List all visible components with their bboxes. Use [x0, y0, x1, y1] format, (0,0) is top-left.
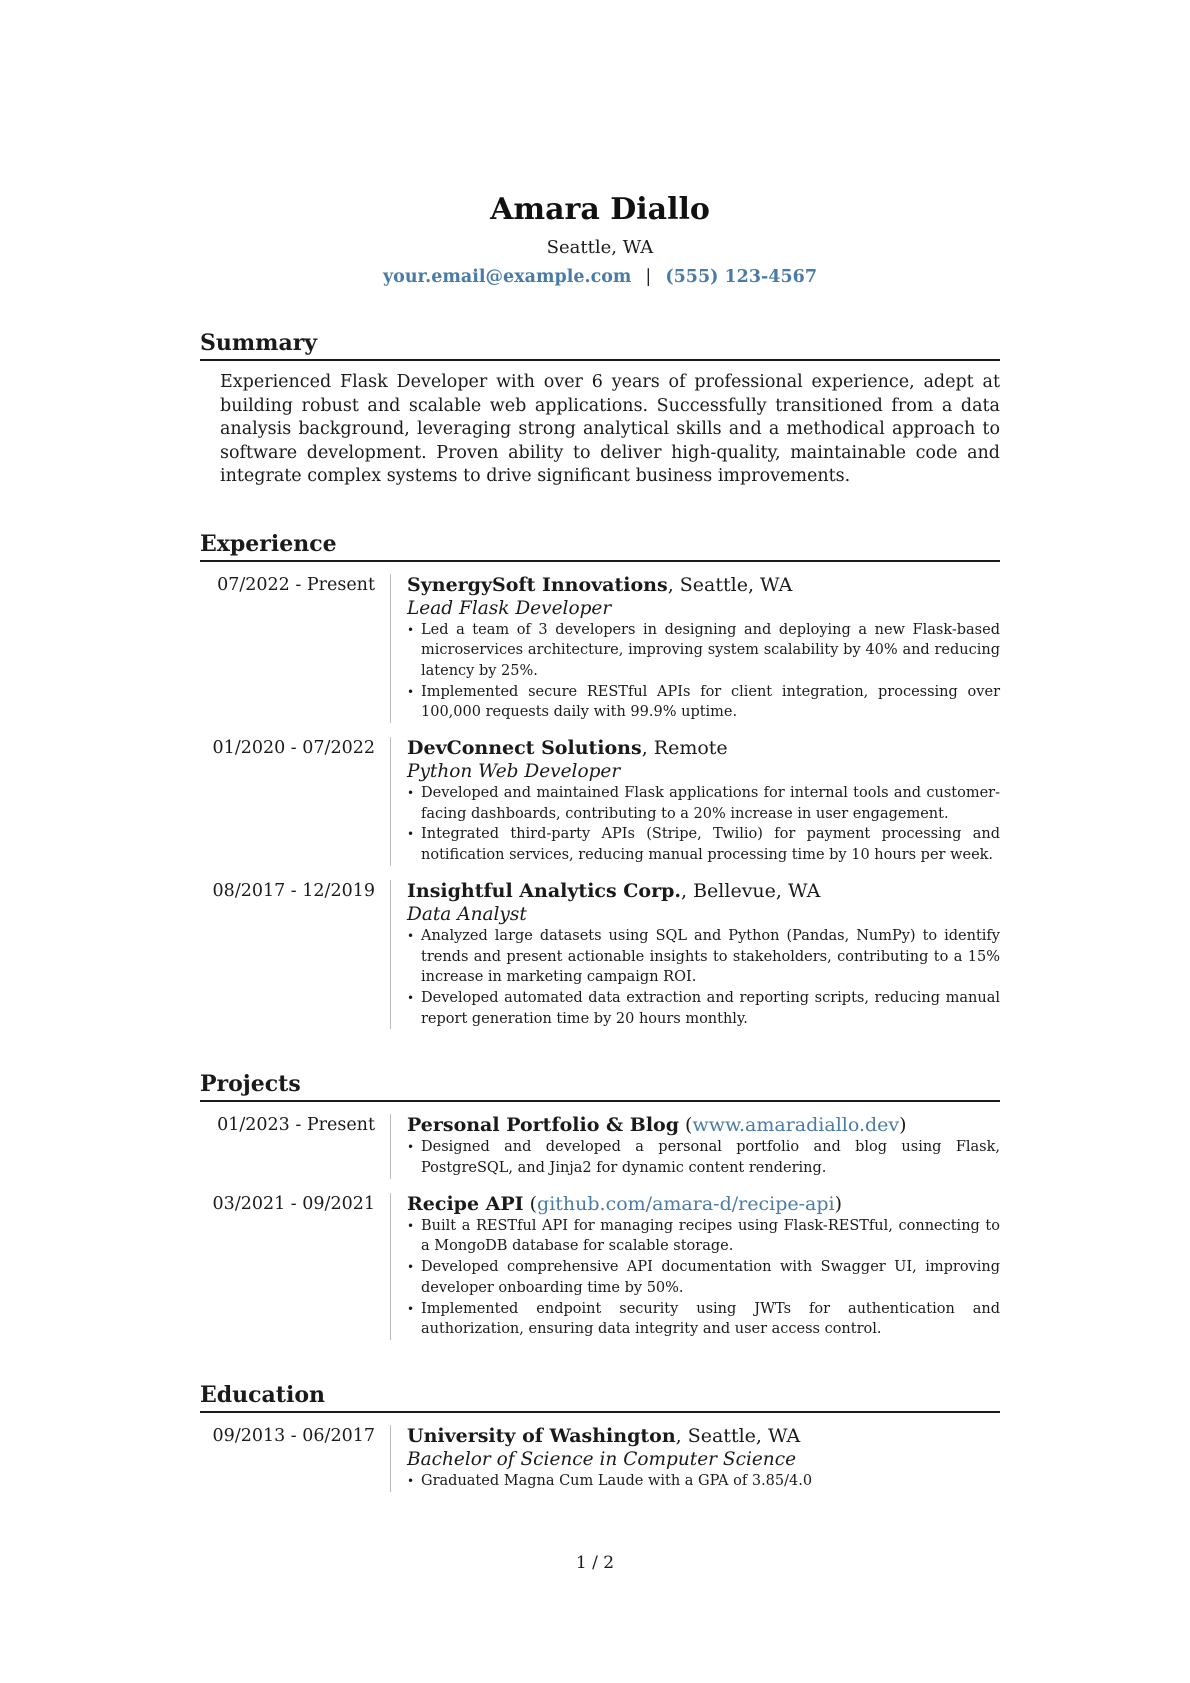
- bullet-item: • Implemented endpoint security using JWTs for authentication and authorization, ensuring data integrity and user access control.: [407, 1299, 1000, 1340]
- section-title-education: Education: [200, 1380, 1000, 1413]
- company-place: , Remote: [641, 737, 728, 760]
- experience-entry: [200, 880, 1000, 1030]
- project-heading: [407, 1114, 1000, 1137]
- experience-entry: [200, 574, 1000, 724]
- entry-org: [407, 880, 1000, 903]
- page-number: 1 / 2: [575, 1553, 615, 1573]
- bullet-item: • Built a RESTful API for managing recipes using Flask-RESTful, connecting to a MongoDB database for scalable storage.: [407, 1216, 1000, 1257]
- project-link[interactable]: github.com/amara-d/recipe-api: [537, 1192, 835, 1215]
- contact-separator: |: [645, 267, 652, 287]
- school-place: , Seattle, WA: [675, 1424, 801, 1447]
- company-place: , Bellevue, WA: [681, 879, 821, 902]
- paren-close: ): [834, 1192, 843, 1215]
- candidate-name: Amara Diallo: [490, 192, 710, 227]
- paren-open: (: [523, 1192, 538, 1215]
- bullet-item: • Led a team of 3 developers in designing and deploying a new Flask-based microservices architecture, improving system scalability by 40% and reducing latency by 25%.: [407, 620, 1000, 682]
- section-title-projects: Projects: [200, 1069, 1000, 1102]
- entry-body: [390, 737, 1000, 866]
- bullet-item: • Developed comprehensive API documentation with Swagger UI, improving developer onboarding time by 50%.: [407, 1257, 1000, 1298]
- phone-link[interactable]: (555) 123-4567: [665, 267, 818, 287]
- job-title: Lead Flask Developer: [407, 597, 612, 619]
- company-name: DevConnect Solutions: [407, 737, 642, 760]
- entry-org: [407, 574, 1000, 597]
- project-heading: [407, 1193, 1000, 1216]
- summary-section: [200, 328, 1000, 489]
- section-title-summary: Summary: [200, 328, 1000, 361]
- bullet-list: [407, 783, 1000, 866]
- project-link[interactable]: www.amaradiallo.dev: [692, 1114, 900, 1137]
- entry-body: [390, 1193, 1000, 1340]
- entry-body: [390, 574, 1000, 724]
- entry-body: [390, 1425, 1000, 1492]
- job-title: Python Web Developer: [407, 761, 621, 783]
- entry-date: 09/2013 - 06/2017: [212, 1425, 375, 1446]
- entry-date: 01/2023 - Present: [217, 1115, 375, 1136]
- bullet-item: • Analyzed large datasets using SQL and Python (Pandas, NumPy) to identify trends and present actionable insights to stakeholders, contributing to a 15% increase in marketing campaign ROI.: [407, 926, 1000, 988]
- paren-open: (: [679, 1114, 693, 1137]
- project-entry: [200, 1193, 1000, 1340]
- bullet-item: • Designed and developed a personal portfolio and blog using Flask, PostgreSQL, and Jinja2 for dynamic content rendering.: [407, 1137, 1000, 1178]
- bullet-list: [407, 1216, 1000, 1340]
- company-name: Insightful Analytics Corp.: [407, 879, 682, 902]
- resume-header: [200, 190, 1000, 290]
- degree: Bachelor of Science in Computer Science: [407, 1448, 797, 1470]
- summary-text: Experienced Flask Developer with over 6 years of professional experience, adept at building robust and scalable web applications. Successfully transitioned from a data analysis background, leveraging strong analytical skills and a methodical approach to software development. Proven ability to deliver high-quality, maintainable code and integrate complex systems to drive significant business improvements.: [220, 372, 1000, 486]
- education-entry: [200, 1425, 1000, 1492]
- school-name: University of Washington: [407, 1424, 676, 1447]
- bullet-item: • Developed automated data extraction and reporting scripts, reducing manual report generation time by 20 hours monthly.: [407, 988, 1000, 1029]
- paren-close: ): [899, 1114, 907, 1137]
- candidate-location: Seattle, WA: [546, 237, 654, 258]
- job-title: Data Analyst: [407, 903, 527, 925]
- entry-date: 07/2022 - Present: [217, 574, 375, 595]
- entry-body: [390, 880, 1000, 1030]
- email-link[interactable]: your.email@example.com: [382, 267, 632, 287]
- bullet-item: • Developed and maintained Flask applications for internal tools and customer-facing dashboards, contributing to a 20% increase in user engagement.: [407, 783, 1000, 824]
- company-place: , Seattle, WA: [667, 573, 793, 596]
- entry-body: [390, 1114, 1000, 1178]
- entry-org: [407, 737, 1000, 760]
- entry-date: 01/2020 - 07/2022: [212, 738, 375, 759]
- bullet-item: • Implemented secure RESTful APIs for client integration, processing over 100,000 requests daily with 99.9% uptime.: [407, 682, 1000, 723]
- experience-section: [200, 529, 1000, 1030]
- entry-date: 03/2021 - 09/2021: [212, 1193, 375, 1214]
- bullet-item: • Integrated third-party APIs (Stripe, Twilio) for payment processing and notification services, reducing manual processing time by 10 hours per week.: [407, 824, 1000, 865]
- bullet-list: [407, 1137, 1000, 1178]
- resume-page: [200, 190, 1000, 1492]
- project-name: Recipe API: [407, 1192, 524, 1215]
- project-entry: [200, 1114, 1000, 1178]
- contact-line: [200, 264, 1000, 290]
- experience-entry: [200, 737, 1000, 866]
- entry-org: [407, 1425, 1000, 1448]
- bullet-list: [407, 620, 1000, 724]
- company-name: SynergySoft Innovations: [407, 573, 668, 596]
- section-title-experience: Experience: [200, 529, 1000, 562]
- projects-section: [200, 1069, 1000, 1340]
- education-section: [200, 1380, 1000, 1492]
- bullet-item: • Graduated Magna Cum Laude with a GPA of 3.85/4.0: [407, 1471, 1000, 1492]
- entry-date: 08/2017 - 12/2019: [212, 880, 375, 901]
- bullet-list: [407, 926, 1000, 1030]
- bullet-list: [407, 1471, 1000, 1492]
- project-name: Personal Portfolio & Blog: [407, 1114, 680, 1137]
